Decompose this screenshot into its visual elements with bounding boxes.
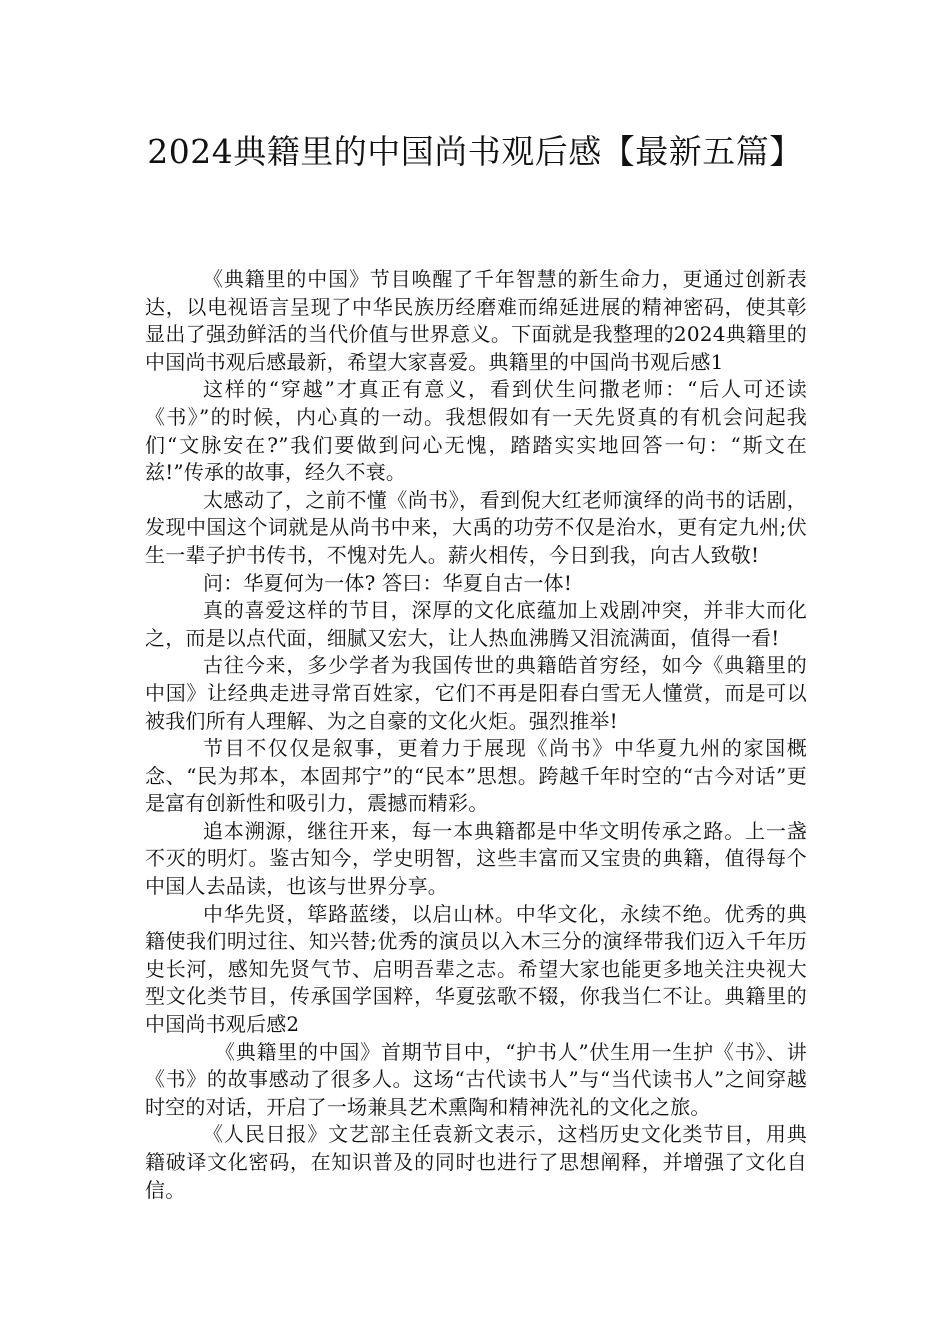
paragraph-2: 这样的“穿越”才真正有意义，看到伏生问撒老师：“后人可还读《书》”的时候，内心真的一动。我想假如有一天先贤真的有机会问起我们“文脉安在?”我们要做到问心无愧，踏踏实实地回答一句：“斯文在兹!”传承的故事，经久不衰。 [145,377,807,485]
document-title: 2024典籍里的中国尚书观后感【最新五篇】 [147,132,803,171]
paragraph-8: 追本溯源，继往开来，每一本典籍都是中华文明传承之路。上一盏不灭的明灯。鉴古知今，学史明智，这些丰富而又宝贵的典籍，值得每个中国人去品读，也该与世界分享。 [145,818,807,899]
paragraph-3: 太感动了，之前不懂《尚书》，看到倪大红老师演绎的尚书的话剧，发现中国这个词就是从尚书中来，大禹的功劳不仅是治水，更有定九州;伏生一辈子护书传书，不愧对先人。薪火相传，今日到我，向古人致敬! [145,487,807,567]
paragraph-5: 真的喜爱这样的节目，深厚的文化底蕴加上戏剧冲突，并非大而化之，而是以点代面，细腻又宏大，让人热血沸腾又泪流满面，值得一看! [145,598,807,650]
paragraph-9: 中华先贤，筚路蓝缕，以启山林。中华文化，永续不绝。优秀的典籍使我们明过往、知兴替;优秀的演员以入木三分的演绎带我们迈入千年历史长河，感知先贤气节、启明吾辈之志。希望大家也能更多地关注央视大型文化类节目，传承国学国粹，华夏弦歌不辍，你我当仁不让。典籍里的中国尚书观后感2 [145,901,807,1037]
paragraph-7: 节目不仅仅是叙事，更着力于展现《尚书》中华夏九州的家国概念、“民为邦本，本固邦宁”的“民本”思想。跨越千年时空的“古今对话”更是富有创新性和吸引力，震撼而精彩。 [145,736,807,816]
paragraph-4: 问：华夏何为一体? 答曰：华夏自古一体! [203,570,573,595]
paragraph-10: 《典籍里的中国》首期节目中，“护书人”伏生用一生护《书》、讲《书》的故事感动了很多人。这场“古代读书人”与“当代读书人”之间穿越时空的对话，开启了一场兼具艺术熏陶和精神洗礼的文化之旅。 [145,1039,807,1119]
paragraph-1: 《典籍里的中国》节目唤醒了千年智慧的新生命力，更通过创新表达，以电视语言呈现了中华民族历经磨难而绵延进展的精神密码，使其彰显出了强劲鲜活的当代价值与世界意义。下面就是我整理的2024典籍里的中国尚书观后感最新，希望大家喜爱。典籍里的中国尚书观后感1 [145,267,807,374]
document-body [145,266,807,1204]
paragraph-11: 《人民日报》文艺部主任袁新文表示，这档历史文化类节目，用典籍破译文化密码，在知识普及的同时也进行了思想阐释，并增强了文化自信。 [145,1122,807,1202]
paragraph-6: 古往今来，多少学者为我国传世的典籍皓首穷经，如今《典籍里的中国》让经典走进寻常百姓家，它们不再是阳春白雪无人懂赏，而是可以被我们所有人理解、为之自豪的文化火炬。强烈推举! [145,653,807,733]
